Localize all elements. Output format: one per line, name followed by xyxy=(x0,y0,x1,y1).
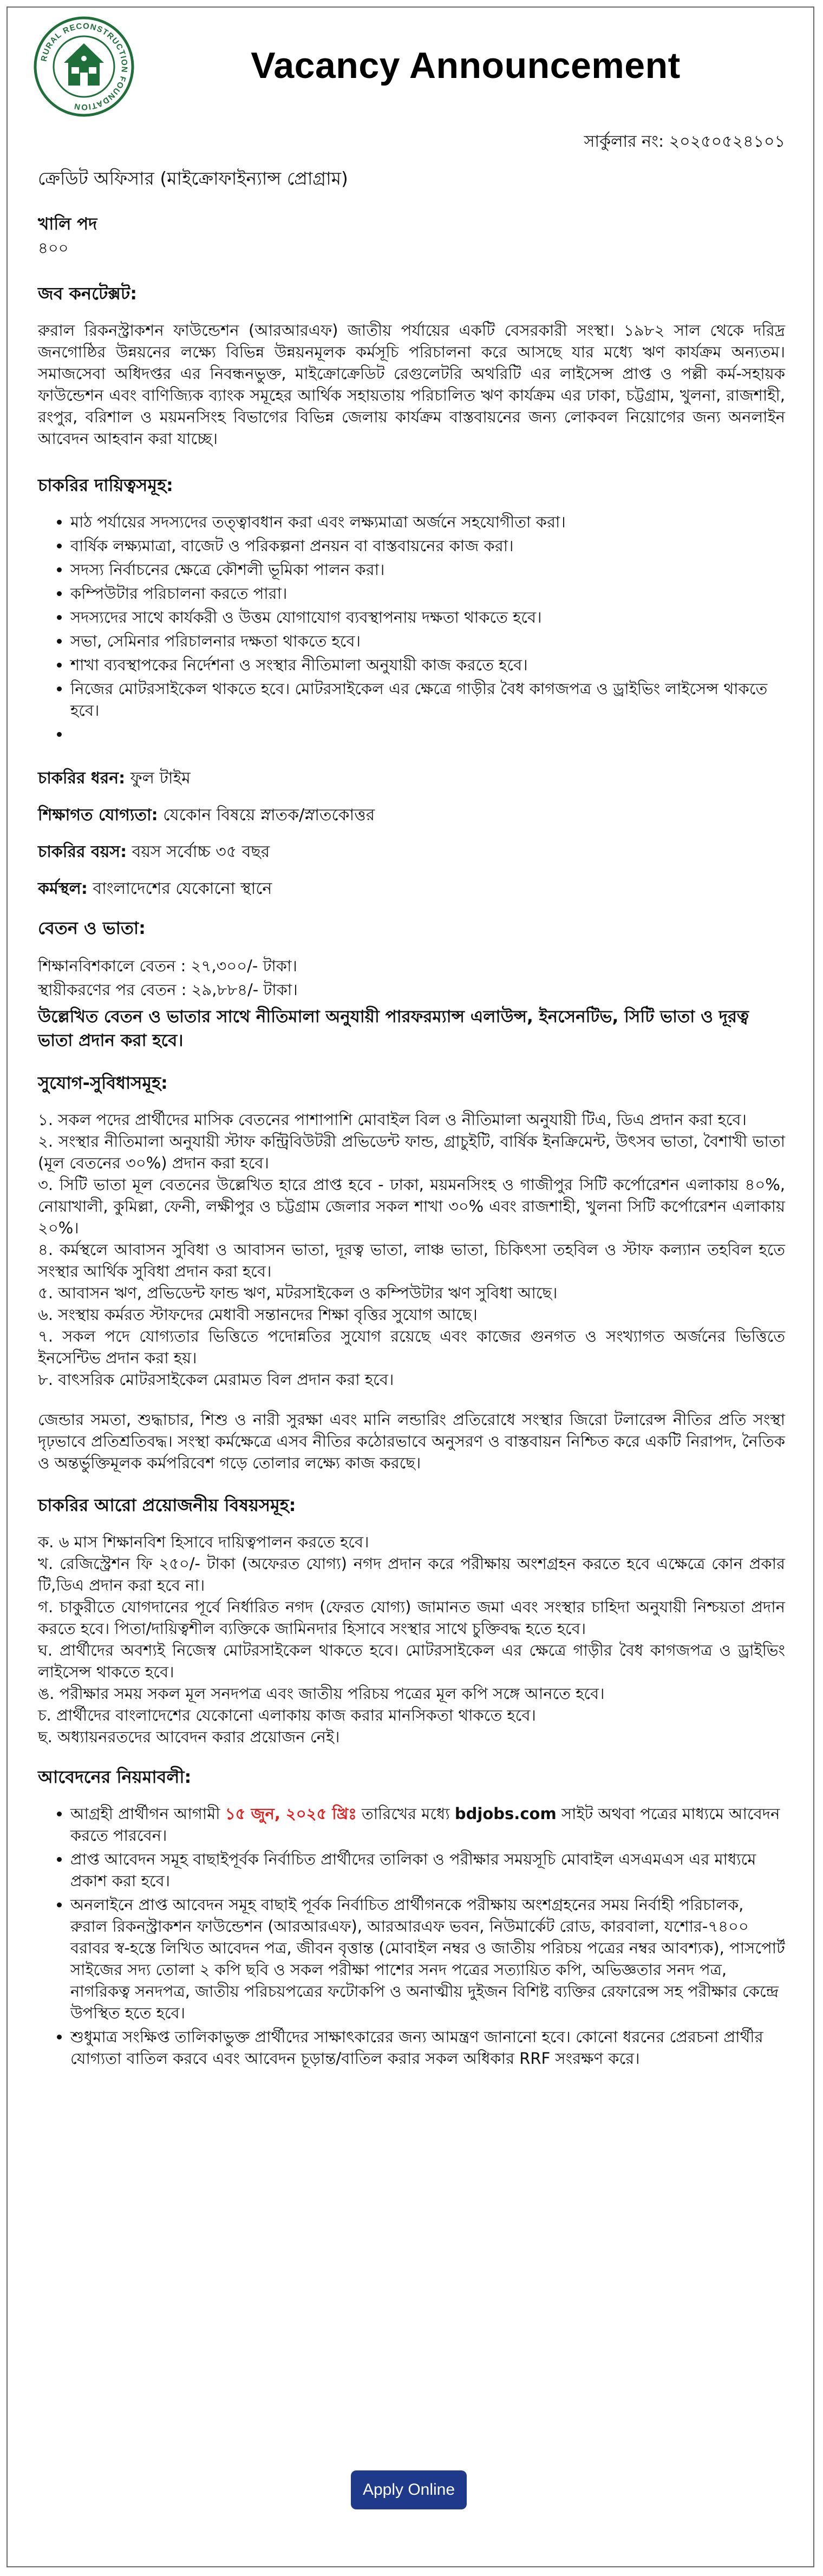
list-item: ঘ. প্রার্থীদের অবশ্যই নিজেস্ব মোটরসাইকেল থাকতে হবে। মোটরসাইকেল এর ক্ষেত্রে গাড়ীর বৈধ কাগজপত্র ও ড্রাইভিং লাইসেন্স থাকতে হবে। xyxy=(38,1641,785,1681)
deadline-date: ১৫ জুন, ২০২৫ খ্রিঃ xyxy=(225,1804,357,1823)
vacancy-section xyxy=(38,212,785,260)
age-value: বয়স সর্বোচ্চ ৩৫ বছর xyxy=(132,842,270,861)
list-item xyxy=(70,1803,785,1846)
vacancy-count: ৪০০ xyxy=(38,239,69,257)
list-item: • নিজের মোটরসাইকেল থাকতে হবে। মোটরসাইকেল এর ক্ষেত্রে গাড়ীর বৈধ কাগজপত্র ও ড্রাইভিং লাইসেন্স থাকতে হবে। xyxy=(70,678,785,721)
org-logo-text: RURAL RECONSTRUCTION FOUNDATION xyxy=(39,21,129,112)
salary-probation: শিক্ষানবিশকালে বেতন : ২৭,৩০০/- টাকা। xyxy=(38,957,297,975)
page-title: Vacancy Announcement xyxy=(251,45,681,86)
list-item: • শুধুমাত্র সংক্ষিপ্ত তালিকাভুক্ত প্রার্থীদের সাক্ষাৎকারের জন্য আমন্ত্রণ জানানো হবে। কোনো ধরনের প্রেরচনা প্রার্থীর যোগ্যতা বাতিল করবে এবং আবেদন চূড়ান্ত/বাতিল করার সকল অধিকার RRF সংরক্ষণ করে। xyxy=(70,2026,785,2069)
list-item: ৭. সকল পদে যোগ্যতার ভিত্তিতে পদোন্নতির সুযোগ রয়েছে এবং কাজের গুনগত ও সংখ্যাগত অর্জনের ভিত্তিতে ইনসেন্টিভ প্রদান করা হয়। xyxy=(38,1327,785,1367)
apply-online-button[interactable]: Apply Online xyxy=(351,2470,467,2509)
requirements-list xyxy=(38,1531,785,1748)
salary-note: উল্লেখিত বেতন ও ভাতার সাথে নীতিমালা অনুযায়ী পারফরম্যান্স এলাউন্স, ইনসেনটিভ, সিটি ভাতা ও দূরত্ব ভাতা প্রদান করা হবে। xyxy=(38,1007,749,1050)
rules-deadline-mid: তারিখের মধ্যে xyxy=(361,1804,450,1823)
location-row xyxy=(38,877,785,901)
list-item: • মাঠ পর্যায়ের সদস্যদের তত্ত্বাবধান করা এবং লক্ষ্যমাত্রা অর্জনে সহযোগীতা করা। xyxy=(70,511,785,533)
circular-number: সার্কুলার নং: ২০২৫০৫২৪১০১ xyxy=(584,132,785,151)
vacancy-label: খালি পদ xyxy=(38,214,97,234)
rules-deadline-post: সাইট অথবা পত্রের মাধ্যমে আবেদন করতে পারবেন। xyxy=(70,1804,780,1845)
list-item: • শাখা ব্যবস্থাপকের নির্দেশনা ও সংস্থার নীতিমালা অনুযায়ী কাজ করতে হবে। xyxy=(70,654,785,676)
salary-permanent: স্থায়ীকরণের পর বেতন : ২৯,৮৮৪/- টাকা। xyxy=(38,980,298,999)
job-type-value: ফুল টাইম xyxy=(130,769,191,788)
list-item: খ. রেজিস্ট্রেশন ফি ২৫০/- টাকা (অফেরত যোগ্য) নগদ প্রদান করে পরীক্ষায় অংশগ্রহন করতে হবে এক্ষেত্রে কোন প্রকার টি,ডিএ প্রদান করা হবে না। xyxy=(38,1554,785,1594)
org-logo xyxy=(32,15,135,118)
announcement-content xyxy=(38,130,785,2071)
policy-text: জেন্ডার সমতা, শুদ্ধাচার, শিশু ও নারী সুরক্ষা এবং মানি লন্ডারিং প্রতিরোধে সংস্থার জিরো টলারেন্স নীতির প্রতি সংস্থা দৃঢ়ভাবে প্রতিশ্রতিবদ্ধ। সংস্থা কর্মক্ষেত্রে এসব নীতির কঠোরভাবে অনুসরণ ও বাস্তবায়ন নিশ্চিত করে একটি নিরাপদ, নৈতিক ও অন্তর্ভুক্তিমূলক কর্মপরিবেশ গড়ে তোলার লক্ষ্যে কাজ করছে। xyxy=(38,1410,785,1472)
list-item: ক. ৬ মাস শিক্ষানবিশ হিসাবে দায়িত্বপালন করতে হবে। xyxy=(38,1533,369,1551)
responsibilities-heading: চাকরির দায়িত্বসমূহ: xyxy=(38,475,173,495)
list-item: • সভা, সেমিনার পরিচালনার দক্ষতা থাকতে হবে। xyxy=(70,630,785,652)
list-item: ২. সংস্থার নীতিমালা অনুযায়ী স্টাফ কন্ট্রিবিউটরী প্রভিডেন্ট ফান্ড, গ্রাচুইটি, বার্ষিক ইনক্রিমেন্ট, উৎসব ভাতা, বৈশাখী ভাতা (মূল বেতনের ৩০%) প্রদান করা হবে। xyxy=(38,1132,785,1172)
location-label: কর্মস্থল: xyxy=(38,879,88,898)
list-item: • কম্পিউটার পরিচালনা করতে পারা। xyxy=(70,583,785,604)
list-item: গ. চাকুরীতে যোগদানের পূর্বে নির্ধারিত নগদ (ফেরত যোগ্য) জামানত জমা এবং সংস্থার চাহিদা অনুযায়ী নিশ্চয়তা প্রদান করতে হবে। পিতা/দায়িত্বশীল ব্যক্তিকে জামিনদার হিসাবে সংস্থার সাথে চুক্তিবদ্ধ হতে হবে। xyxy=(38,1598,785,1638)
requirements-heading: চাকরির আরো প্রয়োজনীয় বিষয়সমূহ: xyxy=(38,1495,296,1515)
list-item: • সদস্যদের সাথে কার্যকরী ও উত্তম যোগাযোগ ব্যবস্থাপনায় দক্ষতা থাকতে হবে। xyxy=(70,606,785,628)
salary-heading: বেতন ও ভাতা: xyxy=(38,918,146,938)
benefits-list xyxy=(38,1109,785,1390)
job-type-label: চাকরির ধরন: xyxy=(38,769,126,788)
list-item: ছ. অধ্যায়নরতদের আবেদন করার প্রয়োজন নেই। xyxy=(38,1728,340,1746)
rules-list xyxy=(38,1803,785,2069)
list-item: ৬. সংস্থায় কর্মরত স্টাফদের মেধাবী সন্তানদের শিক্ষা বৃত্তির সুযোগ আছে। xyxy=(38,1305,478,1324)
age-row xyxy=(38,840,785,864)
list-item: ১. সকল পদের প্রার্থীদের মাসিক বেতনের পাশাপাশি মোবাইল বিল ও নীতিমালা অনুযায়ী টিএ, ডিএ প্রদান করা হবে। xyxy=(38,1110,747,1129)
location-value: বাংলাদেশের যেকোনো স্থানে xyxy=(93,879,272,898)
list-item: • প্রাপ্ত আবেদন সমূহ বাছাইপূর্বক নির্বাচিত প্রার্থীদের তালিকা ও পরীক্ষার সময়সূচি মোবাইল এসএমএস এর মাধ্যমে প্রকাশ করা হবে। xyxy=(70,1848,785,1892)
benefits-heading: সুযোগ-সুবিধাসমূহ: xyxy=(38,1073,168,1093)
list-item: চ. প্রার্থীদের বাংলাদেশের যেকোনো এলাকায় কাজ করার মানসিকতা থাকতে হবে। xyxy=(38,1706,536,1724)
list-item xyxy=(70,723,785,745)
context-heading: জব কনটেক্সট: xyxy=(38,283,138,304)
rules-heading: আবেদনের নিয়মাবলী: xyxy=(38,1767,192,1787)
rules-deadline-pre: আগ্রহী প্রার্থীগন আগামী xyxy=(70,1804,220,1823)
list-item: • সদস্য নির্বাচনের ক্ষেত্রে কৌশলী ভূমিকা পালন করা। xyxy=(70,559,785,580)
age-label: চাকরির বয়স: xyxy=(38,842,127,861)
job-title: ক্রেডিট অফিসার (মাইক্রোফাইন্যান্স প্রোগ্রাম) xyxy=(38,168,348,189)
list-item: ৪. কর্মস্থলে আবাসন সুবিধা ও আবাসন ভাতা, দূরত্ব ভাতা, লাঞ্চ ভাতা, চিকিৎসা তহবিল ও স্টাফ কল্যান তহবিল হতে সংস্থার আর্থিক সুবিধা প্রদান করা হবে। xyxy=(38,1240,785,1280)
bdjobs-link[interactable]: bdjobs.com xyxy=(454,1804,557,1823)
education-value: যেকোন বিষয়ে স্নাতক/স্নাতকোত্তর xyxy=(163,806,375,825)
list-item: ৩. সিটি ভাতা মূল বেতনের উল্লেখিত হারে প্রাপ্ত হবে - ঢাকা, ময়মনসিংহ ও গাজীপুর সিটি কর্পোরেশন এলাকায় ৪০%, নোয়াখালী, কুমিল্লা, ফেনী, লক্ষীপুর ও চট্টগ্রাম জেলার সকল শাখা ৩০% এবং রাজশাহী, খুলনা সিটি কর্পোরেশন এলাকায় ২০%। xyxy=(38,1175,785,1237)
education-row xyxy=(38,803,785,827)
education-label: শিক্ষাগত যোগ্যতা: xyxy=(38,806,158,825)
list-item: ঙ. পরীক্ষার সময় সকল মূল সনদপত্র এবং জাতীয় পরিচয় পত্রের মূল কপি সঙ্গে আনতে হবে। xyxy=(38,1684,605,1703)
job-type-row xyxy=(38,767,785,790)
list-item: ৮. বাৎসরিক মোটরসাইকেল মেরামত বিল প্রদান করা হবে। xyxy=(38,1370,394,1389)
responsibilities-list xyxy=(38,511,785,745)
list-item: • বার্ষিক লক্ষ্যমাত্রা, বাজেট ও পরিকল্পনা প্রনয়ন বা বাস্তবায়নের কাজ করা। xyxy=(70,535,785,557)
context-text: রুরাল রিকনস্ট্রাকশন ফাউন্ডেশন (আরআরএফ) জাতীয় পর্যায়ের একটি বেসরকারী সংস্থা। ১৯৮২ সাল থেকে দরিদ্র জনগোষ্ঠির উন্নয়নের লক্ষ্যে বিভিন্ন উন্নয়নমূলক কর্মসূচি পরিচালনা করে আসছে যার মধ্যে ঋণ কার্যক্রম অন্যতম। সমাজসেবা অধিদপ্তর এর নিবন্ধনভুক্ত, মাইক্রোক্রেডিট রেগুলেটরি অথরিটি এর লাইসেন্স প্রাপ্ত ও পল্লী কর্ম-সহায়ক ফাউন্ডেশন এবং বাণিজ্যিক ব্যাংক সমূহের আর্থিক সহায়তায় পরিচালিত ঋণ কার্যক্রম এর ঢাকা, চট্টগ্রাম, খুলনা, রাজশাহী, রংপুর, বরিশাল ও ময়মনসিংহ বিভাগের বিভিন্ন জেলায় কার্যক্রম বাস্তবায়নের জন্য লোকবল নিয়োগের জন্য অনলাইন আবেদন আহবান করা যাচ্ছে। xyxy=(38,321,785,448)
list-item: ৫. আবাসন ঋণ, প্রভিডেন্ট ফান্ড ঋণ, মটরসাইকেল ও কম্পিউটার ঋণ সুবিধা আছে। xyxy=(38,1284,558,1302)
list-item: • অনলাইনে প্রাপ্ত আবেদন সমূহ বাছাই পূর্বক নির্বাচিত প্রার্থীগনকে পরীক্ষায় অংশগ্রহনের সময় নির্বাহী পরিচালক, রুরাল রিকনস্ট্রাকশন ফাউন্ডেশন (আরআরএফ), আরআরএফ ভবন, নিউমার্কেট রোড, কারবালা, যশোর-৭৪০০ বরাবর স্ব-হস্তে লিখিত আবেদন পত্র, জীবন বৃত্তান্ত (মোবাইল নম্বর ও জাতীয় পরিচয় পত্রের নম্বর আবশ্যক), পাসপোর্ট সাইজের সদ্য তোলা ২ কপি ছবি ও সকল পরীক্ষা পাশের সনদ পত্রের সত্যায়িত কপি, অভিজ্ঞতার সনদ পত্র, নাগরিকত্ব সনদপত্র, জাতীয় পরিচয়পত্রের ফটোকপি ও অনাত্মীয় দুইজন বিশিষ্ট ব্যক্তির রেফারেন্স সহ পরীক্ষার কেন্দ্রে উপস্থিত হতে হবে। xyxy=(70,1894,785,2024)
